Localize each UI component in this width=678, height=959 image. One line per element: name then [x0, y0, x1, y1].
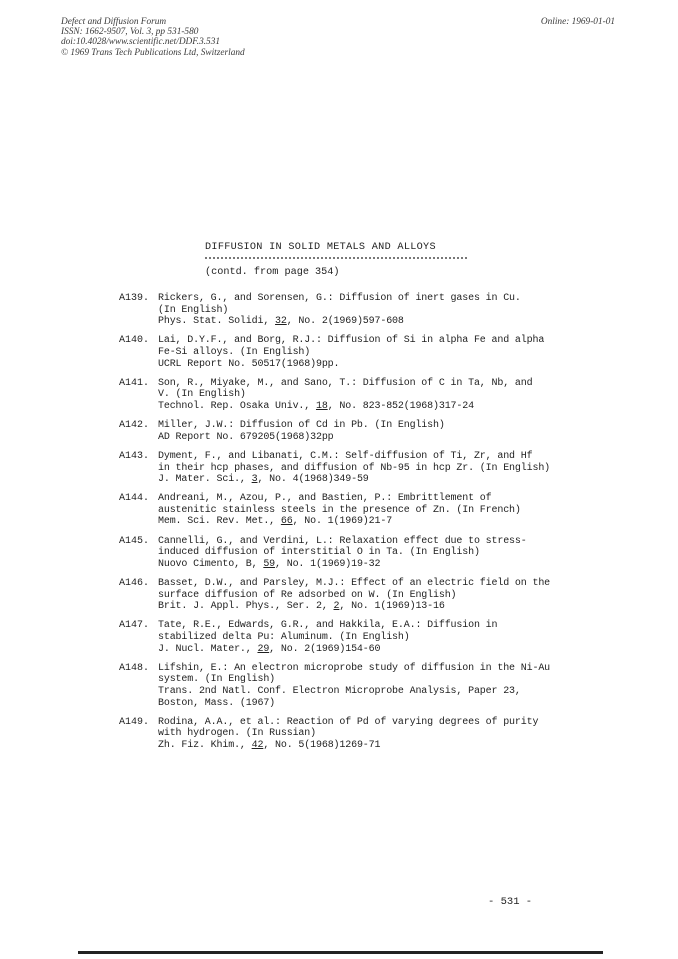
- entry-source: [158, 686, 559, 698]
- source-journal: Trans. 2nd Natl. Conf. Electron Microprobe Analysis, Paper 23,: [158, 685, 521, 697]
- entry-title-line: system. (In English): [158, 674, 276, 686]
- entry-number: A143.: [119, 450, 150, 462]
- doi-line: doi:10.4028/www.scientific.net/DDF.3.531: [61, 37, 220, 48]
- entry-number: A141.: [119, 377, 150, 389]
- source-pages: , No. 823-852(1968)317-24: [327, 400, 474, 412]
- source-pages: , No. 2(1969)597-608: [286, 316, 404, 328]
- entry-title-line: (In English): [158, 304, 229, 316]
- entry-title-line: Basset, D.W., and Parsley, M.J.: Effect of an electric field on the: [158, 578, 551, 590]
- reference-list: [119, 293, 559, 759]
- entry-title-line: with hydrogen. (In Russian): [158, 728, 316, 740]
- list-item: [119, 451, 559, 486]
- list-item: [119, 717, 559, 752]
- entry-title-line: Andreani, M., Azou, P., and Bastien, P.: Embrittlement of: [158, 493, 492, 505]
- source-journal: Zh. Fiz. Khim.,: [158, 739, 252, 751]
- entry-number: A149.: [119, 716, 150, 728]
- source-volume: 42: [251, 739, 264, 751]
- entry-number: A144.: [119, 493, 150, 505]
- entry-number: A146.: [119, 578, 150, 590]
- entry-number: A140.: [119, 335, 150, 347]
- source-journal: Mem. Sci. Rev. Met.,: [158, 516, 281, 528]
- entry-source-line: Boston, Mass. (1967): [158, 697, 276, 709]
- source-journal: J. Nucl. Mater.,: [158, 643, 258, 655]
- source-pages: , No. 2(1969)154-60: [269, 643, 381, 655]
- entry-title-line: Dyment, F., and Libanati, C.M.: Self-diffusion of Ti, Zr, and Hf: [158, 450, 533, 462]
- entry-source: [158, 644, 559, 656]
- entry-source: [158, 601, 559, 613]
- entry-title-line: Miller, J.W.: Diffusion of Cd in Pb. (In English): [158, 420, 445, 432]
- source-journal: J. Mater. Sci.,: [158, 474, 252, 486]
- source-journal: UCRL Report No. 50517(1968)9pp.: [158, 358, 340, 370]
- entry-title-line: in their hcp phases, and diffusion of Nb-95 in hcp Zr. (In English): [158, 462, 551, 474]
- entry-source: [158, 432, 559, 444]
- source-journal: AD Report No. 679205(1968)32pp: [158, 431, 334, 443]
- issn-line: ISSN: 1662-9507, Vol. 3, pp 531-580: [61, 27, 199, 38]
- entry-title-line: Rodina, A.A., et al.: Reaction of Pd of varying degrees of purity: [158, 716, 539, 728]
- entry-number: A139.: [119, 293, 150, 304]
- source-journal: Phys. Stat. Solidi,: [158, 316, 276, 328]
- bottom-rule: [78, 951, 603, 954]
- source-journal: Technol. Rep. Osaka Univ.,: [158, 400, 316, 412]
- entry-number: A142.: [119, 420, 150, 432]
- source-pages: , No. 1(1969)19-32: [275, 558, 381, 570]
- page-header: [61, 17, 615, 58]
- list-item: [119, 493, 559, 528]
- entry-title-line: Tate, R.E., Edwards, G.R., and Hakkila, E.A.: Diffusion in: [158, 620, 498, 632]
- entry-title-line: Lai, D.Y.F., and Borg, R.J.: Diffusion of Si in alpha Fe and alpha: [158, 335, 545, 347]
- source-pages: , No. 5(1968)1269-71: [263, 739, 381, 751]
- title-underline: [205, 257, 467, 259]
- entry-title-line: V. (In English): [158, 389, 246, 401]
- entry-source: [158, 474, 559, 486]
- entry-source: [158, 359, 559, 371]
- source-volume: 29: [257, 643, 270, 655]
- list-item: [119, 293, 559, 328]
- entry-title-line: Son, R., Miyake, M., and Sano, T.: Diffusion of C in Ta, Nb, and: [158, 377, 533, 389]
- source-volume: 2: [333, 601, 340, 613]
- entry-title-line: Fe-Si alloys. (In English): [158, 346, 311, 358]
- section-heading: [205, 241, 467, 279]
- entry-number: A148.: [119, 662, 150, 674]
- entry-title-line: surface diffusion of Re adsorbed on W. (In English): [158, 589, 457, 601]
- list-item: [119, 335, 559, 370]
- citation-block: [61, 17, 615, 58]
- source-volume: 3: [251, 474, 258, 486]
- source-volume: 18: [315, 400, 328, 412]
- list-item: [119, 578, 559, 613]
- source-journal: Nuovo Cimento, B,: [158, 558, 264, 570]
- entry-source: [158, 516, 559, 528]
- source-volume: 66: [280, 516, 293, 528]
- page-subtitle: (contd. from page 354): [205, 267, 340, 278]
- page-number: - 531 -: [488, 896, 533, 908]
- source-pages: , No. 4(1968)349-59: [257, 474, 369, 486]
- entry-source: [158, 401, 559, 413]
- list-item: [119, 420, 559, 443]
- list-item: [119, 620, 559, 655]
- online-date: Online: 1969-01-01: [540, 17, 615, 27]
- entry-title-line: austenitic stainless steels in the presence of Zn. (In French): [158, 504, 521, 516]
- entry-title-line: Lifshin, E.: An electron microprobe study of diffusion in the Ni-Au: [158, 662, 551, 674]
- source-journal: Brit. J. Appl. Phys., Ser. 2,: [158, 601, 334, 613]
- entry-title-line: stabilized delta Pu: Aluminum. (In English): [158, 632, 410, 643]
- entry-source: [158, 740, 559, 752]
- source-pages: , No. 1(1969)21-7: [292, 516, 393, 528]
- source-volume: 32: [275, 316, 287, 328]
- entry-source: [158, 559, 559, 571]
- entry-title-line: Rickers, G., and Sorensen, G.: Diffusion of inert gases in Cu.: [158, 293, 521, 304]
- entry-source: [158, 316, 559, 328]
- entry-title-line: induced diffusion of interstitial O in Ta. (In English): [158, 547, 480, 559]
- list-item: [119, 663, 559, 709]
- source-pages: , No. 1(1969)13-16: [339, 601, 445, 613]
- entry-title-line: Cannelli, G., and Verdini, L.: Relaxation effect due to stress-: [158, 535, 527, 547]
- list-item: [119, 378, 559, 413]
- entry-number: A145.: [119, 535, 150, 547]
- entry-number: A147.: [119, 620, 150, 632]
- copyright-line: © 1969 Trans Tech Publications Ltd, Switzerland: [61, 47, 245, 58]
- list-item: [119, 536, 559, 571]
- journal-name: Defect and Diffusion Forum: [61, 17, 167, 27]
- source-volume: 59: [263, 558, 276, 570]
- page-title: DIFFUSION IN SOLID METALS AND ALLOYS: [205, 242, 436, 253]
